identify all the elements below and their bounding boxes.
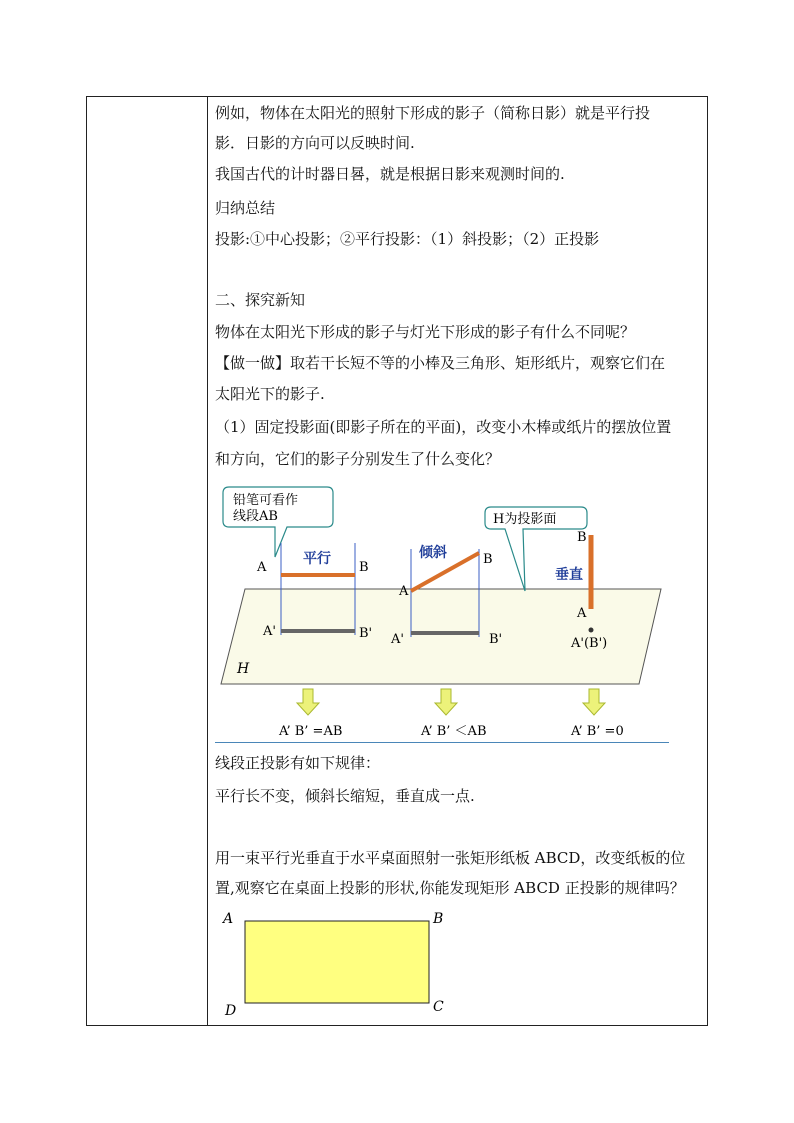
text-line: 例如，物体在太阳光的照射下形成的影子（简称日影）就是平行投 bbox=[215, 104, 651, 122]
result-oblique: A’ B’ ＜AB bbox=[421, 724, 487, 739]
callout-pencil-line1: 铅笔可看作 bbox=[233, 493, 299, 508]
text-line: （1）固定投影面(即影子所在的平面)，改变小木棒或纸片的摆放位置 bbox=[215, 418, 672, 436]
vertex-label: D bbox=[225, 1003, 237, 1019]
section-subtitle: 归纳总结 bbox=[215, 199, 276, 217]
label-parallel: 平行 bbox=[303, 551, 331, 567]
point-label: A' bbox=[391, 632, 404, 647]
shadow-point bbox=[589, 628, 594, 633]
rectangle-figure bbox=[215, 907, 455, 1019]
text-line: 线段正投影有如下规律： bbox=[215, 754, 381, 772]
vertex-label: A bbox=[223, 911, 234, 927]
arrow-down-icon bbox=[435, 689, 457, 715]
text-line: 和方向，它们的影子分别发生了什么变化？ bbox=[215, 450, 501, 468]
point-label: A bbox=[399, 584, 409, 599]
arrow-down-icon bbox=[297, 689, 319, 715]
arrow-down-icon bbox=[583, 689, 605, 715]
text-line: 影．日影的方向可以反映时间. bbox=[215, 134, 415, 152]
plane-label: H bbox=[237, 661, 250, 677]
text-line: 投影:①中心投影；②平行投影：（1）斜投影；（2）正投影 bbox=[215, 230, 600, 248]
text-line: 平行长不变，倾斜长缩短，垂直成一点. bbox=[215, 787, 475, 805]
vertex-label: B bbox=[433, 911, 444, 927]
point-label: B bbox=[359, 560, 369, 575]
point-label: A bbox=[577, 606, 587, 621]
projection-figure bbox=[205, 477, 685, 743]
point-label: B' bbox=[489, 632, 503, 647]
label-vertical: 垂直 bbox=[555, 567, 583, 583]
result-parallel: A’ B’ =AB bbox=[279, 724, 343, 739]
callout-pencil-line2: 线段AB bbox=[233, 509, 278, 524]
text-line: 用一束平行光垂直于水平桌面照射一张矩形纸板 ABCD，改变纸板的位 bbox=[215, 849, 686, 867]
point-label: A' bbox=[263, 624, 276, 639]
text-line: 【做一做】取若干长短不等的小棒及三角形、矩形纸片，观察它们在 bbox=[215, 354, 666, 372]
section-title: 二、探究新知 bbox=[215, 291, 306, 309]
label-oblique: 倾斜 bbox=[419, 545, 447, 561]
lesson-table bbox=[86, 96, 708, 1026]
text-line: 我国古代的计时器日晷，就是根据日影来观测时间的. bbox=[215, 165, 565, 183]
callout-plane-text: H为投影面 bbox=[493, 512, 557, 527]
text-line: 物体在太阳光下形成的影子与灯光下形成的影子有什么不同呢？ bbox=[215, 323, 636, 341]
result-vertical: A’ B’ =0 bbox=[571, 724, 624, 739]
point-label: B' bbox=[359, 626, 373, 641]
text-line: 太阳光下的影子. bbox=[215, 385, 325, 403]
point-label: A'(B') bbox=[571, 636, 608, 651]
text-line: 置,观察它在桌面上投影的形状,你能发现矩形 ABCD 正投影的规律吗？ bbox=[215, 879, 685, 897]
point-label: B bbox=[483, 552, 493, 567]
figure-divider bbox=[215, 742, 669, 743]
vertex-label: C bbox=[433, 999, 444, 1015]
point-label: A bbox=[257, 560, 267, 575]
point-label: B bbox=[577, 530, 587, 545]
rectangle-abcd bbox=[245, 921, 429, 1003]
